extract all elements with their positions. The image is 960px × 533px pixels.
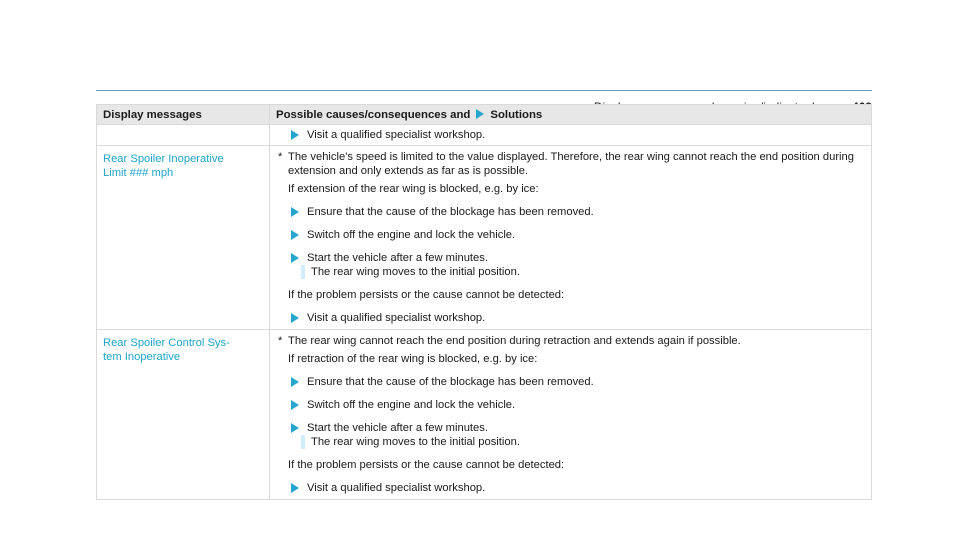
causes-solutions-cell [270, 146, 872, 330]
step-result: The rear wing moves to the initial position. [301, 435, 863, 449]
table-row [97, 146, 872, 330]
asterisk: * [278, 335, 283, 347]
solution-step [291, 128, 863, 142]
step-text: Visit a qualified specialist workshop. [307, 312, 486, 324]
arrow-right-icon [476, 109, 484, 119]
display-message-line: Rear Spoiler Control Sys- [103, 337, 230, 349]
cause-note [278, 334, 863, 348]
asterisk: * [278, 151, 283, 163]
arrow-right-icon [291, 423, 299, 433]
column-header-causes [270, 105, 872, 125]
condition-text: If extension of the rear wing is blocked, e.g. by ice: [288, 183, 539, 195]
cause-text: The rear wing cannot reach the end position during retraction and extends again if possible. [288, 335, 741, 347]
step-text: Switch off the engine and lock the vehicle. [307, 399, 516, 411]
header-rule [96, 90, 872, 91]
arrow-right-icon [291, 207, 299, 217]
solution-step [291, 398, 863, 412]
step-text: Start the vehicle after a few minutes. [307, 252, 488, 264]
solution-step [291, 421, 863, 449]
display-message-cell [97, 146, 270, 330]
display-messages-table [96, 104, 872, 500]
step-result: The rear wing moves to the initial position. [301, 265, 863, 279]
empty-message-cell [97, 125, 270, 146]
step-text: Ensure that the cause of the blockage has been removed. [307, 376, 594, 388]
causes-solutions-cell [270, 330, 872, 500]
step-text: Start the vehicle after a few minutes. [307, 422, 488, 434]
persist-text: If the problem persists or the cause cannot be detected: [288, 459, 565, 471]
cause-text: The vehicle's speed is limited to the value displayed. Therefore, the rear wing cannot reach the end position during extension and only extends as far as is possible. [288, 151, 854, 177]
column-header-causes-label: Possible causes/consequences and [276, 109, 471, 121]
solution-step [291, 311, 863, 325]
column-header-display-messages: Display messages [97, 105, 270, 125]
arrow-right-icon [291, 130, 299, 140]
step-text: Visit a qualified specialist workshop. [307, 482, 486, 494]
table-header-row [97, 105, 872, 125]
arrow-right-icon [291, 313, 299, 323]
solution-step [291, 481, 863, 495]
display-message-line: Limit ### mph [103, 167, 174, 179]
continuation-cell [270, 125, 872, 146]
display-message-line: tem Inoperative [103, 351, 181, 363]
solution-step [291, 228, 863, 242]
column-header-solutions-label: Solutions [490, 109, 543, 121]
table-row [97, 125, 872, 146]
arrow-right-icon [291, 377, 299, 387]
step-text: Ensure that the cause of the blockage has been removed. [307, 206, 594, 218]
solution-step [291, 375, 863, 389]
display-message-line: Rear Spoiler Inoperative [103, 153, 224, 165]
arrow-right-icon [291, 253, 299, 263]
arrow-right-icon [291, 483, 299, 493]
step-text: Visit a qualified specialist workshop. [307, 129, 486, 141]
arrow-right-icon [291, 400, 299, 410]
solution-step [291, 205, 863, 219]
solution-step [291, 251, 863, 279]
table-row [97, 330, 872, 500]
display-message-cell [97, 330, 270, 500]
step-text: Switch off the engine and lock the vehicle. [307, 229, 516, 241]
condition-text: If retraction of the rear wing is blocked, e.g. by ice: [288, 353, 538, 365]
cause-note [278, 150, 863, 178]
arrow-right-icon [291, 230, 299, 240]
persist-text: If the problem persists or the cause cannot be detected: [288, 289, 565, 301]
